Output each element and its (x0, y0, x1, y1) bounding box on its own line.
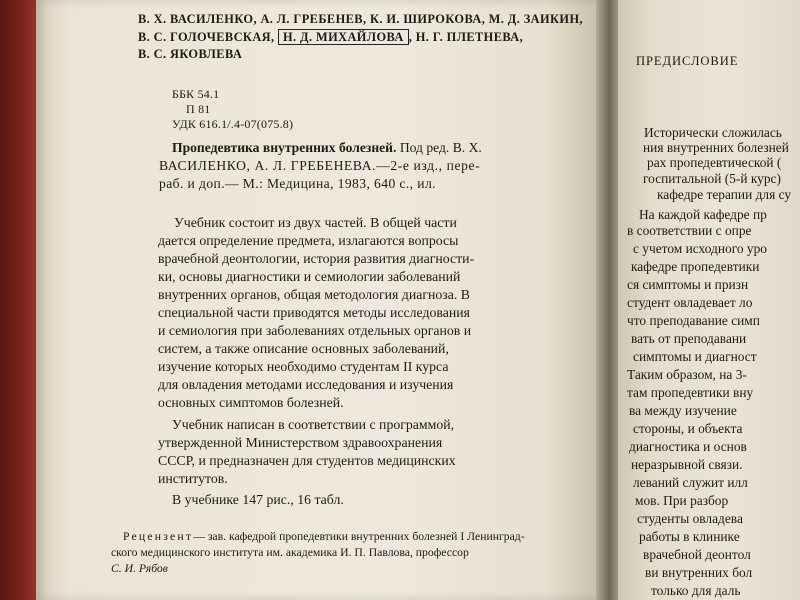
udk-code: УДК 616.1/.4-07(075.8) (172, 117, 294, 131)
para2-line: институтов. (158, 471, 228, 486)
bib-title: Пропедевтика внутренних болезней. (172, 140, 397, 155)
preface-title: ПРЕДИСЛОВИЕ (636, 54, 739, 68)
preface-line: врачебной деонтол (643, 547, 751, 562)
boxed-author-mikhailova: Н. Д. МИХАЙЛОВА (278, 29, 409, 45)
authors-line-3: В. С. ЯКОВЛЕВА (138, 47, 243, 61)
preface-line: студент овладевает ло (627, 295, 753, 310)
preface-line: ся симптомы и призн (627, 277, 749, 292)
preface-line: Таким образом, на 3- (627, 367, 747, 382)
preface-line: Исторически сложилась (644, 125, 782, 140)
bib-line-2: ВАСИЛЕНКО, А. Л. ГРЕБЕНЕВА.—2-е изд., пере- (159, 158, 481, 173)
preface-line: диагностика и основ (629, 439, 747, 454)
preface-line: студенты овладева (637, 511, 743, 526)
preface-line: в соответствии с опре (627, 223, 752, 238)
preface-line: ния внутренних болезней (643, 140, 789, 155)
preface-line: вать от преподавани (631, 331, 747, 346)
preface-line: симптомы и диагност (633, 349, 757, 364)
para1-line: и семиология при заболеваниях отдельных органов и (158, 323, 472, 338)
reviewer-label: Рецензент (123, 530, 194, 543)
para2-line: СССР, и предназначен для студентов медицинских (158, 453, 456, 468)
preface-line: На каждой кафедре пр (639, 207, 767, 222)
author-pletneva: , Н. Г. ПЛЕТНЕВА, (408, 30, 524, 44)
para3: В учебнике 147 рис., 16 табл. (172, 492, 344, 507)
reviewer-line-2: ского медицинского института им. академика И. П. Павлова, профессор (111, 546, 469, 559)
preface-line: там пропедевтики вну (627, 385, 754, 400)
para1-line: ки, основы диагностики и семиологии заболеваний (158, 269, 461, 284)
para1-line: врачебной деонтологии, история развития диагности- (158, 251, 475, 266)
show-through-text (454, 48, 505, 62)
authors-line-1: В. Х. ВАСИЛЕНКО, А. Л. ГРЕБЕНЕВ, К. И. ШИРОКОВА, М. Д. ЗАИКИН, (138, 12, 583, 26)
para1-line: основных симптомов болезней. (158, 395, 344, 410)
preface-line: рах пропедевтической ( (647, 155, 782, 170)
preface-line: что преподавание симп (627, 313, 760, 328)
preface-line: ва между изучение (629, 403, 737, 418)
preface-line: мов. При разбор (635, 493, 729, 508)
para2-line: утвержденной Министерством здравоохранения (158, 435, 443, 450)
preface-line: только для даль (651, 583, 741, 598)
preface-line: госпитальной (5-й курс) (643, 171, 781, 186)
para1-line: систем, а также описание основных заболеваний, (158, 341, 449, 356)
preface-line: стороны, и объекта (633, 421, 743, 436)
para1-line: дается определение предмета, излагаются вопросы (158, 233, 459, 248)
para1-line: внутренних органов, общая методология диагноза. В (158, 287, 470, 302)
preface-line: леваний служит илл (633, 475, 748, 490)
para2-line: Учебник написан в соответствии с программой, (172, 417, 455, 432)
bib-line-3: раб. и доп.— М.: Медицина, 1983, 640 с., ил. (159, 176, 436, 191)
bbk-code: ББК 54.1 (172, 87, 220, 101)
para1-line: изучение которых необходимо студентам II курса (158, 359, 449, 374)
preface-line: неразрывной связи. (631, 457, 743, 472)
bib-editors: Под ред. В. Х. (396, 140, 482, 155)
reviewer-position: — зав. кафедрой пропедевтики внутренних болезней I Ленинград- (193, 530, 525, 543)
author-golochevskaya: В. С. ГОЛОЧЕВСКАЯ, (138, 30, 275, 44)
index-code: П 81 (186, 102, 211, 116)
preface-line: кафедре терапии для су (657, 187, 792, 202)
para1-line: специальной части приводятся методы исследования (158, 305, 470, 320)
preface-line: ви внутренних бол (645, 565, 753, 580)
bib-line-1 (172, 140, 482, 156)
para1-line: для овладения методами исследования и изучения (158, 377, 454, 392)
reviewer-name: С. И. Рябов (111, 562, 168, 575)
authors-line-2 (138, 30, 523, 45)
book-cover-edge (0, 0, 40, 600)
preface-line: работы в клинике (639, 529, 740, 544)
preface-line: кафедре пропедевтики (631, 259, 760, 274)
para1-line: Учебник состоит из двух частей. В общей части (174, 215, 457, 230)
preface-line: с учетом исходного уро (633, 241, 767, 256)
reviewer-line-1 (123, 530, 525, 543)
